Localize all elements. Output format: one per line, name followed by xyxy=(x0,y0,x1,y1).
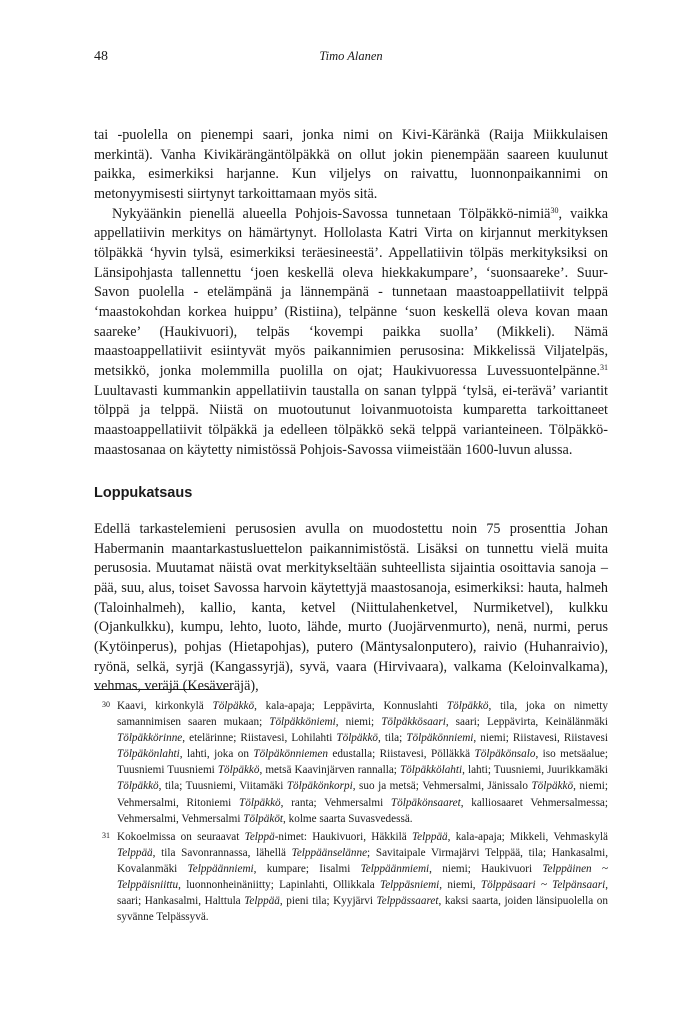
section-text: Edellä tarkastelemieni perusosien avulla on muodostettu noin 75 prosenttia Johan Habermanin maantarkastusluettelon paikannimistöstä. Lisäksi on tunnettu vielä muita perusosia. Muutamat näistä ovat merkitykseltään suhteellista sijaintia osoittavia sanoja – pää, suu, alus, toiset Savossa harvoin käytettyjä maastosanoja, esimerkiksi: hauta, halmeh (Taloinhalmeh), kallio, kanta, ketvel (Niittulahenketvel, Nurmiketvel), kulkku (Ojankulkku), kumpu, lehto, luoto, lähde, murto (Juojärvenmurto), nenä, nurmi, perus (Kytöinperus), pohjas (Hietapohjas), putero (Mäntysalonputero), raivio (Huhanraivio), ryönä, selkä, syrjä (Kangassyrjä), syvä, vaara (Hirvivaara), valkama (Keloinvalkama), vehmas, veräjä (Kesäveräjä), xyxy=(94,521,608,695)
text-span: Luultavasti kummankin appellatiivin taustalla on sanan tylppä ‘tylsä, ei-terävä’ variantit tölppä ja telppä. Niistä on muotoutunut loivanmuotoista kumparetta tarkoittaneet maastoappellatiivit tölpäkkä ja edelleen tölpäkkö sekä telppä varianteineen. Tölpäkkö-maastosanaa on käytetty nimistössä Pohjois-Savossa viimeistään 1600-luvun alussa. xyxy=(94,382,608,458)
text-span: , lahti; Tuusniemi, Juurikkamäki xyxy=(462,764,608,777)
place-name: Telppäänniemi xyxy=(187,862,254,875)
text-span: , saari; Hankasalmi, Halttula xyxy=(117,879,608,908)
footnote-30 xyxy=(94,698,608,827)
place-name: Telppäänmiemi xyxy=(360,862,430,875)
text-span: , lahti, joka on xyxy=(179,748,254,761)
place-name: Telppää xyxy=(411,830,448,843)
place-name: Telppä xyxy=(244,830,275,843)
text-span: , suo ja metsä; Vehmersalmi, Jänissalo xyxy=(352,780,532,793)
text-span: , pieni tila; Kyyjärvi xyxy=(279,895,377,908)
footnote-rule xyxy=(94,689,232,690)
place-name: Telppässaaret xyxy=(376,895,439,908)
text-span: edustalla; Riistavesi, Pölläkkä xyxy=(327,748,475,761)
footnote-31 xyxy=(94,829,608,926)
place-name: Tölpäkkö xyxy=(531,780,574,793)
place-name: Tölpäkkö xyxy=(446,700,489,712)
place-name: Telppää xyxy=(244,895,280,908)
place-name: Telppäinen ~ Telppäisniittu xyxy=(117,862,608,892)
page-header xyxy=(94,49,608,69)
place-name: Tölpäkkösaari xyxy=(381,716,446,729)
text-span: , niemi; Riistavesi, Riistavesi xyxy=(473,732,608,745)
place-name: Tölpäköt xyxy=(243,812,284,825)
text-span: , tila, joka on nimetty samannimisen saaren mukaan; xyxy=(117,700,609,729)
text-span: , saari; Leppävirta, Keinälänmäki xyxy=(445,716,608,729)
text-span: -nimet: Haukivuori, Häkkilä xyxy=(274,830,412,843)
place-name: Tölpäkkörinne xyxy=(117,732,183,745)
place-name: Tölpäkönniemi xyxy=(406,732,474,745)
text-span: , kala-apaja; Leppävirta, Konnuslahti xyxy=(254,700,447,712)
text-span: , niemi, xyxy=(439,879,481,892)
place-name: Tölppäsaari ~ Telpänsaari xyxy=(480,879,606,892)
place-name: Telppäsniemi xyxy=(380,879,440,892)
place-name: Telppäänselänne xyxy=(291,846,368,859)
text-span: , niemi; xyxy=(335,716,382,729)
paragraph xyxy=(94,205,608,461)
place-name: Tölpäkkölahti xyxy=(399,764,463,777)
text-span: , vaikka appellatiivin merkitys on hämärtynyt. Hollolasta Katri Virta on kirjannut merkityksen tölpäkkä ‘hyvin tylsä, esimerkiksi teräesineestä’. Appellatiivin tölpäs merkityksiksi on Länsipohjasta tallennettu ‘joen keskellä oleva hiekkakumpare’, ‘suonsaareke’. Suur-Savon puolella - etelämpänä ja lännempänä - tunnetaan maastoappellatiivit telppä ‘maastokohdan korkea huippu’ (Ristiina), telpänne ‘suon keskellä oleva kovan maan saareke’ (Haukivuori), telpäs ‘kovempi paikka suolla’ (Mikkeli). Nämä maastoappellatiivit esiintyvät myös paikannimien perusosina: Mikkelissä Viljatelpäs, metsikkö, jonka molemmilla puolilla on ojat; Haukivuoressa Luvessuontelpänne. xyxy=(94,205,608,379)
text-span: , iso metsäalue; Tuusniemi Tuusniemi xyxy=(117,748,608,777)
paragraph: tai -puolella on pienempi saari, jonka nimi on Kivi-Käränkä (Raija Miikkulaisen merkintä). Vanha Kivikärängäntölpäkkä on ollut jokin pienempään saareen kuulunut paikka, esimerkiksi harjanne. Kun viljelys on raivattu, luonnonpaikannimi on metonyymisesti siirtynyt tarkoittamaan myös sitä. xyxy=(94,127,608,202)
place-name: Tölpäkkö xyxy=(239,796,281,809)
text-span: , kala-apaja; Mikkeli, Vehmaskylä xyxy=(447,830,608,843)
text-span: , niemi; Haukivuori xyxy=(429,862,543,875)
place-name: Tölpäkönsaaret xyxy=(390,796,461,809)
text-span: , kolme saarta Suvasvedessä. xyxy=(283,812,413,825)
text-span: , etelärinne; Riistavesi, Lohilahti xyxy=(182,732,337,745)
text-span: , tila; Tuusniemi, Viitamäki xyxy=(158,780,287,793)
place-name: Tölpäkköniemi xyxy=(269,716,336,729)
place-name: Tölpäkönkorpi xyxy=(286,780,353,793)
footnote-text xyxy=(117,700,608,825)
place-name: Telppää xyxy=(117,846,153,859)
footnote-reference: 30 xyxy=(550,205,559,215)
place-name: Tölpäkkö xyxy=(217,764,260,777)
footnote-reference: 31 xyxy=(600,362,608,372)
text-span: Kokoelmissa on seuraavat xyxy=(117,830,245,843)
text-span: , ranta; Vehmersalmi xyxy=(280,796,391,809)
text-span: ; Savitaipale Virmajärvi Telppää, tila; Hankasalmi, Kovalanmäki xyxy=(117,846,608,875)
section-heading: Loppukatsaus xyxy=(94,485,193,501)
text-span: , niemi; Vehmersalmi, Ritoniemi xyxy=(117,780,608,809)
footnote-number: 31 xyxy=(102,830,110,840)
text-span: Kaavi, kirkonkylä xyxy=(117,700,213,712)
place-name: Tölpäkkö xyxy=(336,732,379,745)
place-name: Tölpäkkö xyxy=(117,780,159,793)
footnotes xyxy=(94,698,608,927)
footnote-text xyxy=(117,831,608,923)
running-title: Timo Alanen xyxy=(319,49,383,63)
place-name: Tölpäkönsalo xyxy=(474,748,536,761)
text-span: , kumpare; Iisalmi xyxy=(253,862,361,875)
text-span: , luonnonheinäniitty; Lapinlahti, Ollikkala xyxy=(178,879,380,892)
place-name: Tölpäkönniemen xyxy=(253,748,328,761)
text-span: , tila Savonrannassa, lähellä xyxy=(152,846,292,859)
text-span: , kalliosaaret Vehmersalmessa; Vehmersalmi, Vehmersalmi xyxy=(117,796,608,825)
text-span: Nykyäänkin pienellä alueella Pohjois-Savossa tunnetaan Tölpäkkö-nimiä xyxy=(112,205,551,222)
text-span: , tila; xyxy=(378,732,407,745)
place-name: Tölpäkkö xyxy=(212,700,255,712)
text-span: , kaksi saarta, joiden länsipuolella on syvänne Telpässyvä. xyxy=(117,895,608,924)
text-span: , metsä Kaavinjärven rannalla; xyxy=(259,764,400,777)
place-name: Tölpäkönlahti xyxy=(117,748,180,761)
body-text xyxy=(94,126,608,460)
page-number: 48 xyxy=(94,49,108,64)
footnote-number: 30 xyxy=(102,700,110,709)
